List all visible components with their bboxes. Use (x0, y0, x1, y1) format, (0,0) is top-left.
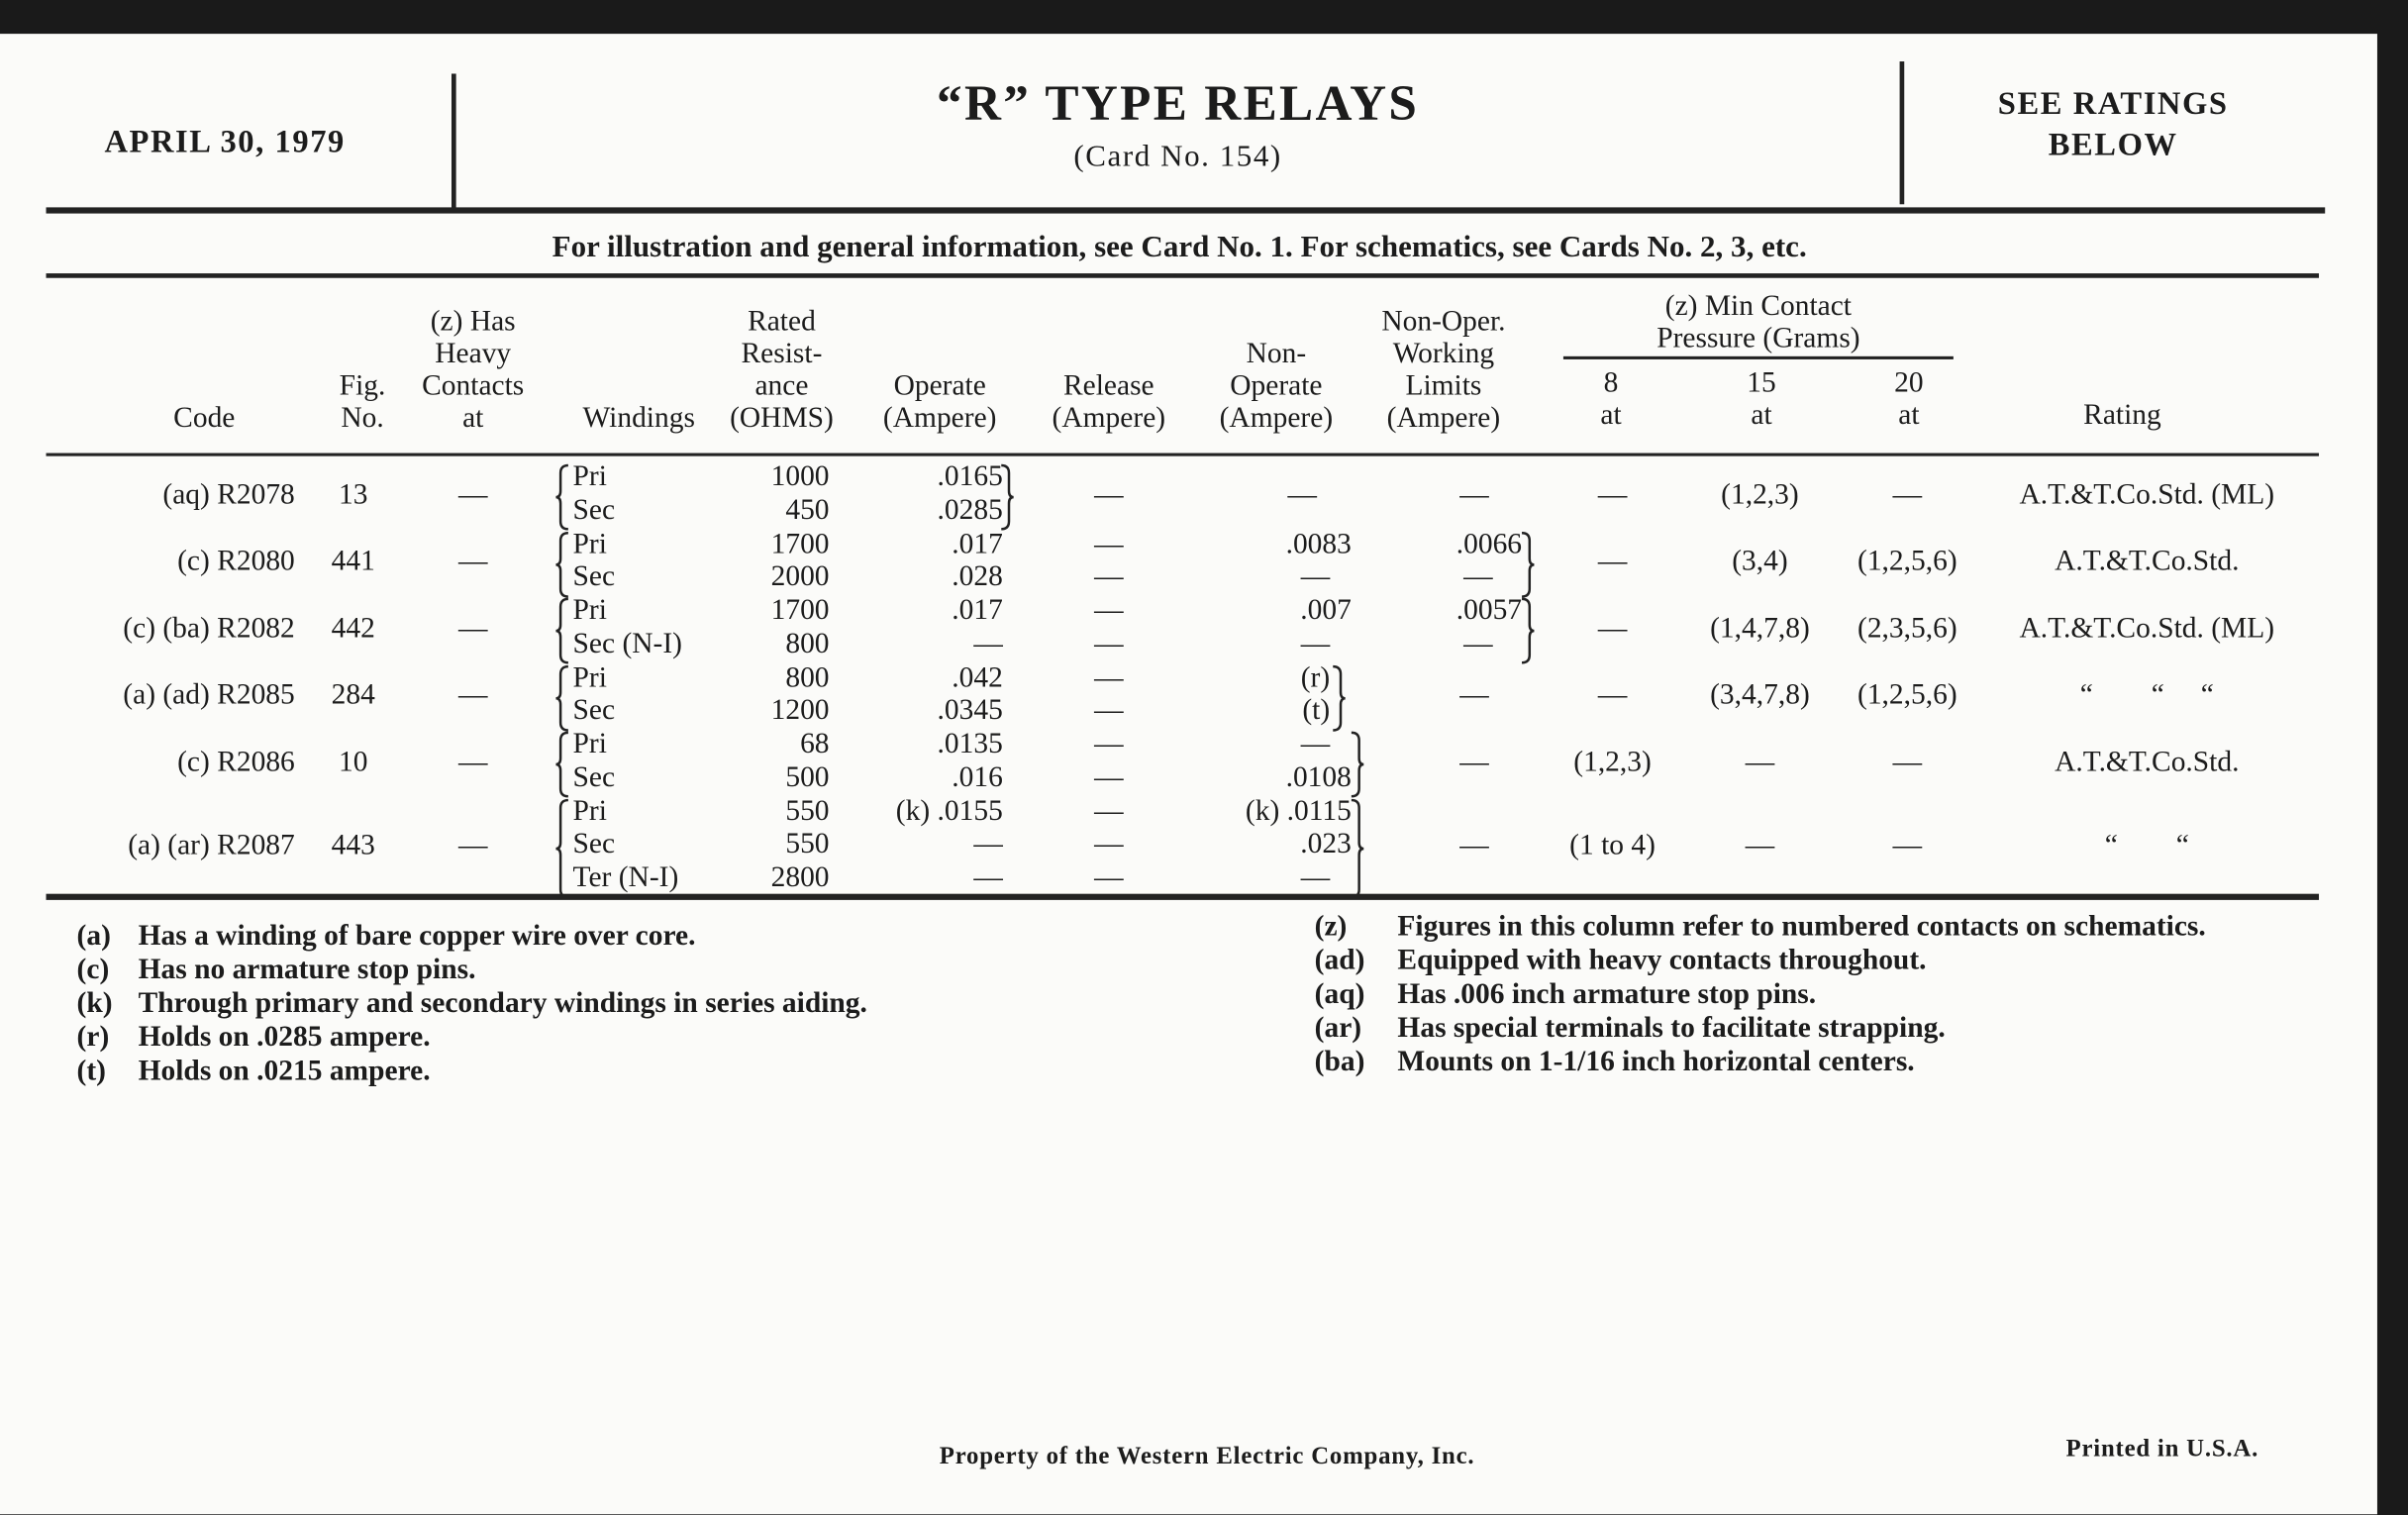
column-header-line: Fig. (339, 369, 386, 403)
fig-number: 443 (331, 829, 375, 862)
column-header-nonoperate (1220, 338, 1334, 435)
rated-resistance: 68 (800, 728, 830, 760)
relay-code: (c) (ba) R2082 (123, 612, 295, 646)
operate-current: .016 (952, 760, 1003, 794)
column-header-line: (Ampere) (1052, 402, 1166, 435)
column-header-line: 15 (1747, 366, 1776, 400)
column-header-line: (OHMS) (730, 402, 834, 435)
relay-code: (c) R2080 (177, 545, 295, 578)
rated-resistance: 1700 (770, 527, 830, 560)
footnote-text: Figures in this column refer to numbered contacts on schematics. (1397, 910, 2206, 944)
column-header-line: Operate (893, 369, 986, 403)
column-header-line: (Ampere) (882, 402, 997, 435)
footnote-key: (z) (1314, 910, 1348, 944)
pressure-15-grams: (1,4,7,8) (1710, 612, 1810, 646)
column-header-heavy (422, 306, 524, 435)
column-header-line: Heavy (435, 338, 512, 370)
rating: A.T.&T.Co.Std. (2055, 545, 2240, 578)
header-rule (47, 207, 2326, 213)
working-brace (1522, 532, 1538, 595)
relay-code: (a) (ad) R2085 (123, 678, 295, 712)
operate-brace (1001, 465, 1017, 529)
column-header-line: No. (341, 402, 384, 435)
pressure-20-grams: (1,2,5,6) (1857, 545, 1957, 578)
operate-current: .017 (952, 527, 1003, 560)
footnote-key: (ba) (1314, 1046, 1365, 1078)
working-limit: — (1459, 478, 1489, 512)
working-limit: .0057 (1455, 594, 1523, 627)
operate-current: .028 (952, 560, 1003, 594)
fig-number: 10 (338, 746, 368, 778)
operate-current: — (973, 627, 1003, 660)
rated-resistance: 800 (785, 627, 830, 660)
pressure-group-rule (1563, 356, 1954, 358)
column-header-line: Code (173, 402, 236, 435)
release-current: — (1094, 560, 1124, 594)
footnote-text: Has special terminals to facilitate strapping. (1397, 1012, 1946, 1045)
footnote-key: (aq) (1314, 977, 1365, 1011)
release-current: — (1094, 594, 1124, 627)
heavy-contacts: — (457, 746, 488, 778)
winding-name: Pri (572, 594, 607, 627)
column-header-release (1053, 370, 1166, 435)
pressure-15-grams: (3,4) (1732, 545, 1788, 578)
winding-name: Sec (572, 828, 616, 860)
pressure-8-grams: — (1597, 612, 1628, 646)
column-header-fig (340, 370, 386, 435)
info-rule (47, 273, 2319, 278)
column-header-line: at (1751, 399, 1772, 432)
ratings-note-line1: SEE RATINGS (1997, 84, 2229, 122)
column-header-line: Pressure (Grams) (1656, 322, 1860, 355)
column-header-resistance (730, 306, 834, 435)
footnote-text: Holds on .0285 ampere. (138, 1021, 431, 1054)
nonoperate-current: .0108 (1285, 760, 1352, 794)
column-header-p20 (1894, 367, 1923, 432)
column-header-line: 8 (1603, 366, 1619, 400)
column-header-line: 20 (1894, 366, 1924, 400)
release-current: — (1094, 828, 1124, 860)
footnote-left (77, 954, 476, 987)
table-row (47, 462, 2319, 529)
windings-brace (555, 465, 571, 529)
heavy-contacts: — (457, 545, 488, 578)
pressure-8-grams: — (1597, 545, 1628, 578)
footnote-key: (a) (76, 920, 111, 953)
relay-code: (c) R2086 (177, 746, 295, 778)
column-header-line: Working (1392, 338, 1495, 370)
release-current: — (1094, 760, 1124, 794)
relay-code: (a) (ar) R2087 (128, 829, 295, 862)
column-header-pressure-group (1656, 290, 1859, 354)
footnote-text: Equipped with heavy contacts throughout. (1397, 944, 1927, 977)
nonoperate-brace (1352, 799, 1367, 896)
nonoperate-current: .0083 (1285, 527, 1352, 560)
column-header-line: Resist- (741, 338, 823, 370)
operate-current: — (973, 861, 1003, 894)
table-row (47, 796, 2319, 896)
working-limit: — (1463, 627, 1493, 660)
column-header-rule (47, 454, 2319, 456)
column-header-line: Windings (582, 402, 695, 435)
heavy-contacts: — (457, 612, 488, 646)
pressure-8-grams: — (1597, 478, 1628, 512)
release-current: — (1094, 694, 1124, 728)
column-header-line: Rated (748, 305, 816, 339)
ratings-note-line2: BELOW (2048, 126, 2178, 163)
nonoperate-current: — (1300, 861, 1331, 894)
nonoperate-current: .023 (1300, 828, 1352, 860)
winding-name: Sec (572, 560, 616, 594)
rated-resistance: 550 (785, 828, 830, 860)
column-header-line: ance (754, 369, 809, 403)
footnote-right (1315, 911, 2206, 945)
winding-name: Pri (572, 460, 607, 493)
column-header-rating (2083, 399, 2161, 432)
property-notice: Property of the Western Electric Company, Inc. (939, 1443, 1475, 1470)
working-limit: — (1459, 678, 1489, 712)
pressure-15-grams: — (1745, 746, 1775, 778)
operate-current: — (973, 828, 1003, 860)
nonoperate-brace (1333, 665, 1349, 729)
winding-name: Sec (572, 694, 616, 728)
column-header-working (1381, 306, 1505, 435)
column-header-windings (583, 402, 695, 435)
printed-notice: Printed in U.S.A. (2065, 1436, 2259, 1463)
footnote-text: Mounts on 1-1/16 inch horizontal centers. (1397, 1046, 1915, 1078)
nonoperate-current: (r) (1300, 660, 1331, 694)
footnote-left (77, 1056, 431, 1089)
rating: “ “ “ (2079, 678, 2214, 712)
rated-resistance: 2000 (770, 560, 830, 594)
rating: A.T.&T.Co.Std. (ML) (2019, 478, 2275, 512)
operate-current: .0345 (937, 694, 1003, 728)
footnote-text: Holds on .0215 ampere. (138, 1055, 431, 1088)
working-brace (1522, 599, 1538, 662)
column-header-line: (z) Min Contact (1664, 290, 1852, 323)
fig-number: 284 (331, 678, 375, 712)
release-current: — (1094, 861, 1124, 894)
windings-brace (555, 599, 571, 662)
winding-name: Sec (N-I) (572, 627, 682, 660)
card-number: (Card No. 154) (1073, 140, 1282, 174)
nonoperate-current: — (1300, 728, 1331, 760)
operate-current: .0135 (937, 728, 1003, 760)
operate-current: .042 (952, 660, 1003, 694)
footnote-right (1315, 978, 1816, 1012)
winding-name: Ter (N-I) (572, 861, 679, 894)
windings-brace (555, 665, 571, 729)
rated-resistance: 2800 (770, 861, 830, 894)
column-header-line: Limits (1405, 369, 1482, 403)
card-date: APRIL 30, 1979 (104, 123, 346, 160)
column-header-line: Contacts (422, 369, 525, 403)
rated-resistance: 1000 (770, 460, 830, 493)
pressure-8-grams: — (1597, 678, 1628, 712)
nonoperate-current: — (1287, 478, 1317, 512)
footnote-text: Through primary and secondary windings in series aiding. (138, 987, 867, 1020)
footnote-key: (ad) (1314, 944, 1365, 977)
table-row (47, 662, 2319, 729)
footnote-right (1315, 1046, 1915, 1079)
column-header-line: Non- (1246, 338, 1307, 370)
table-row (47, 529, 2319, 595)
rating: A.T.&T.Co.Std. (2055, 746, 2240, 778)
column-header-line: at (1600, 399, 1622, 432)
winding-name: Pri (572, 728, 607, 760)
column-header-line: Release (1063, 369, 1154, 403)
fig-number: 441 (331, 545, 375, 578)
windings-brace (555, 799, 571, 896)
working-limit: — (1463, 560, 1493, 594)
column-header-p15 (1747, 367, 1775, 432)
fig-number: 442 (331, 612, 375, 646)
rated-resistance: 1700 (770, 594, 830, 627)
release-current: — (1094, 627, 1124, 660)
pressure-20-grams: (2,3,5,6) (1857, 612, 1957, 646)
nonoperate-current: — (1300, 560, 1331, 594)
windings-brace (555, 532, 571, 595)
rated-resistance: 550 (785, 794, 830, 828)
footnote-text: Has .006 inch armature stop pins. (1397, 977, 1817, 1011)
rated-resistance: 800 (785, 660, 830, 694)
pressure-20-grams: (1,2,5,6) (1857, 678, 1957, 712)
column-header-line: at (1898, 399, 1920, 432)
footnote-right (1315, 1012, 1946, 1046)
header-divider-right (1900, 61, 1905, 204)
pressure-8-grams: (1 to 4) (1569, 829, 1656, 862)
winding-name: Pri (572, 527, 607, 560)
footnote-text: Has a winding of bare copper wire over core. (138, 920, 696, 953)
release-current: — (1094, 728, 1124, 760)
rated-resistance: 1200 (770, 694, 830, 728)
column-header-operate (883, 370, 997, 435)
nonoperate-current: (t) (1302, 694, 1331, 728)
card-title: “R” TYPE RELAYS (937, 76, 1420, 133)
winding-name: Pri (572, 794, 607, 828)
column-header-line: (Ampere) (1219, 402, 1334, 435)
pressure-20-grams: — (1892, 829, 1923, 862)
footnote-text: Has no armature stop pins. (138, 954, 476, 986)
release-current: — (1094, 660, 1124, 694)
pressure-15-grams: (1,2,3) (1721, 478, 1799, 512)
footnote-key: (ar) (1314, 1012, 1362, 1045)
column-header-p8 (1600, 367, 1621, 432)
footnote-left (77, 987, 867, 1021)
heavy-contacts: — (457, 678, 488, 712)
footnote-key: (k) (76, 987, 113, 1020)
footnote-left (77, 1021, 431, 1055)
rating: “ “ (2104, 829, 2189, 862)
footnote-left (77, 920, 696, 954)
footnote-key: (r) (76, 1021, 110, 1054)
operate-current: .0165 (937, 460, 1003, 493)
winding-name: Pri (572, 660, 607, 694)
info-line: For illustration and general information, see Card No. 1. For schematics, see Cards No. 2, 3, etc. (552, 230, 1807, 264)
release-current: — (1094, 794, 1124, 828)
rating: A.T.&T.Co.Std. (ML) (2019, 612, 2275, 646)
windings-brace (555, 733, 571, 796)
column-header-line: Non-Oper. (1381, 305, 1506, 339)
nonoperate-current: .007 (1300, 594, 1352, 627)
pressure-8-grams: (1,2,3) (1573, 746, 1652, 778)
column-header-code (173, 402, 235, 435)
header-divider-left (452, 73, 456, 212)
operate-current: .0285 (937, 494, 1003, 527)
column-header-line: Operate (1230, 369, 1323, 403)
winding-name: Sec (572, 494, 616, 527)
working-limit: — (1459, 829, 1489, 862)
rated-resistance: 500 (785, 760, 830, 794)
nonoperate-brace (1352, 733, 1367, 796)
table-row (47, 730, 2319, 796)
column-header-line: (Ampere) (1386, 402, 1501, 435)
relay-code: (aq) R2078 (162, 478, 295, 512)
working-limit: .0066 (1455, 527, 1523, 560)
nonoperate-current: (k) .0115 (1245, 794, 1352, 828)
footnote-right (1315, 945, 1927, 978)
footnote-key: (c) (76, 954, 110, 986)
release-current: — (1094, 527, 1124, 560)
pressure-15-grams: (3,4,7,8) (1710, 678, 1810, 712)
heavy-contacts: — (457, 829, 488, 862)
column-header-line: (z) Has (430, 305, 516, 339)
heavy-contacts: — (457, 478, 488, 512)
fig-number: 13 (338, 478, 368, 512)
operate-current: (k) .0155 (895, 794, 1003, 828)
nonoperate-current: — (1300, 627, 1331, 660)
column-header-line: Rating (2083, 399, 2161, 432)
pressure-20-grams: — (1892, 478, 1923, 512)
column-header-line: at (462, 402, 484, 435)
operate-current: .017 (952, 594, 1003, 627)
rated-resistance: 450 (785, 494, 830, 527)
footnote-key: (t) (76, 1055, 106, 1088)
pressure-15-grams: — (1745, 829, 1775, 862)
table-row (47, 596, 2319, 662)
working-limit: — (1459, 746, 1489, 778)
winding-name: Sec (572, 760, 616, 794)
release-current: — (1094, 478, 1124, 512)
pressure-20-grams: — (1892, 746, 1923, 778)
